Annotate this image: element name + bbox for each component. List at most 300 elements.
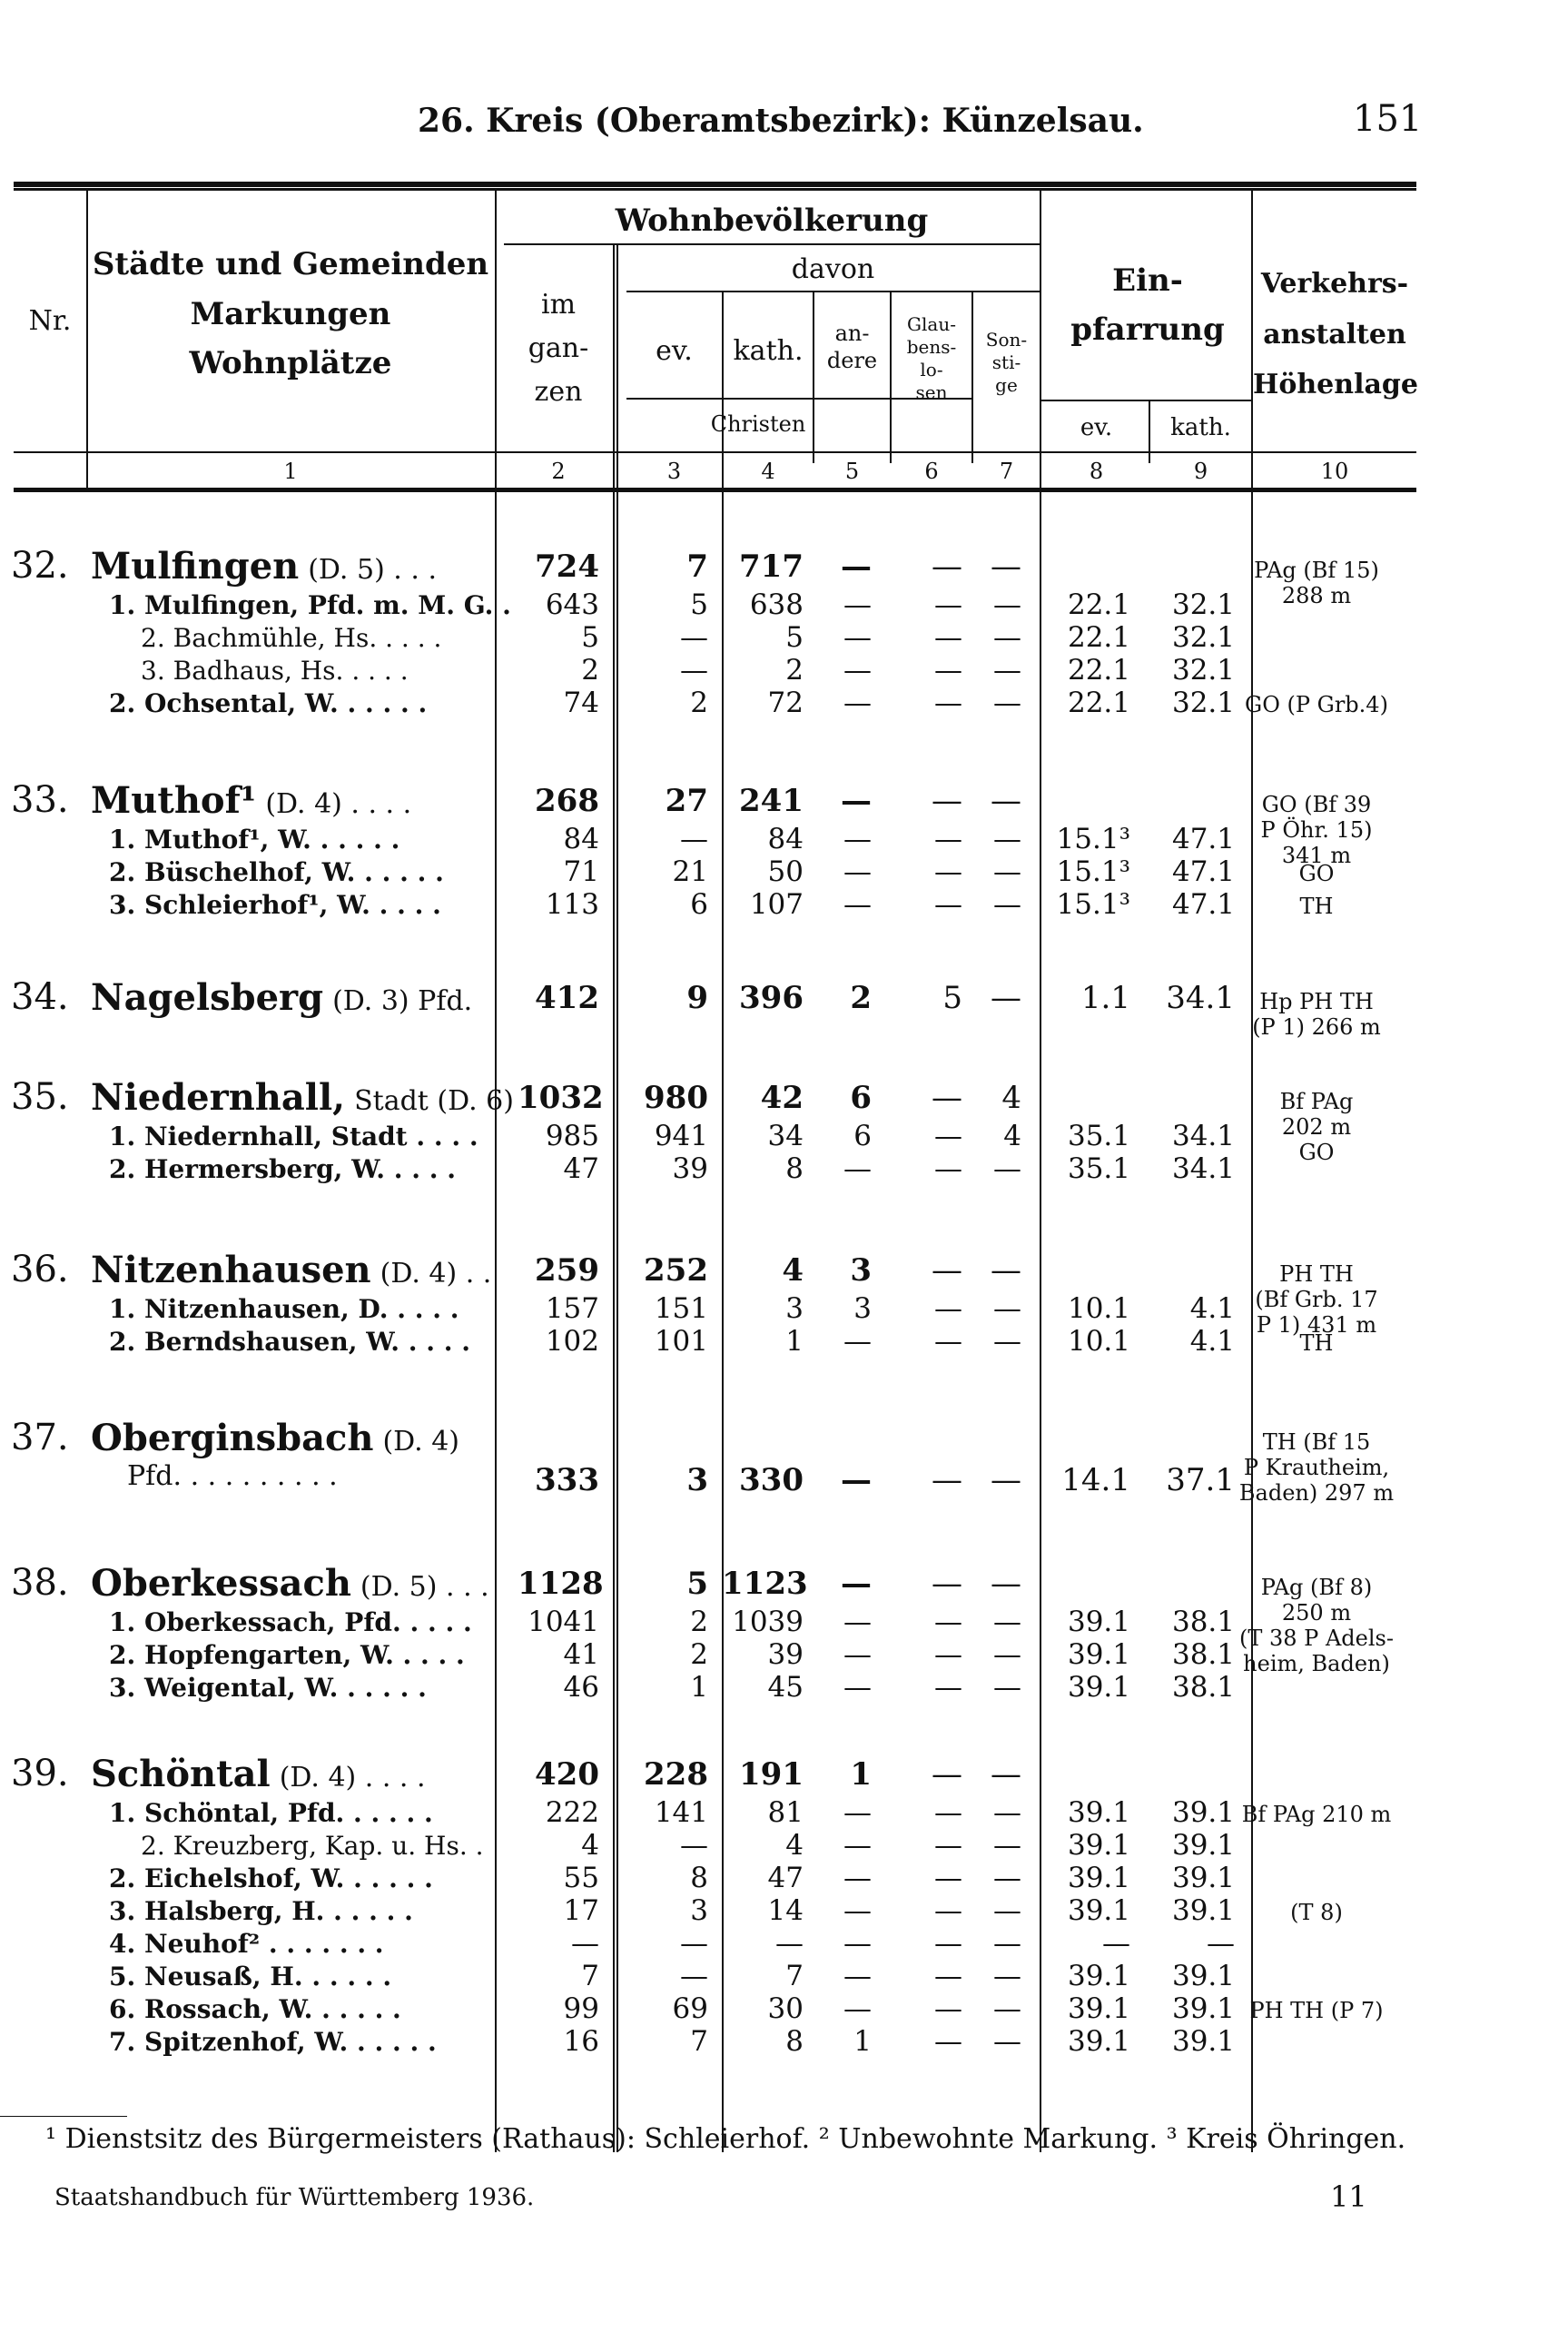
total-value: — xyxy=(841,1566,872,1602)
header-wohnbev: Wohnbevölkerung xyxy=(615,203,929,239)
row-value: 4 xyxy=(785,1829,804,1862)
header-im-ganzen-1: im xyxy=(540,289,577,321)
row-value: 21 xyxy=(672,855,708,888)
colnum-10: 10 xyxy=(1320,459,1349,484)
vline-total xyxy=(613,243,618,2152)
row-value: 15.1³ xyxy=(1056,823,1130,855)
row-verkehr: TH xyxy=(1299,1330,1334,1356)
row-value: 35.1 xyxy=(1067,1152,1130,1185)
row-name: 1. Niedernhall, Stadt . . . . xyxy=(109,1122,478,1151)
row-value: — xyxy=(775,1927,804,1960)
row-value: — xyxy=(843,1671,872,1704)
total-value: — xyxy=(991,1566,1021,1602)
header-im-ganzen xyxy=(504,283,613,414)
group-name xyxy=(91,976,472,1019)
row-value: 69 xyxy=(672,1992,708,2025)
colnum-9: 9 xyxy=(1193,459,1208,484)
row-name: 6. Rossach, W. . . . . . xyxy=(109,1994,401,2024)
verkehr-line: P 1) 431 m xyxy=(1256,1312,1377,1338)
group-name-suffix: (D. 3) Pfd. xyxy=(332,985,473,1017)
row-value: 39 xyxy=(767,1638,804,1671)
row-name: 1. Mulfingen, Pfd. m. M. G. . xyxy=(109,590,511,620)
row-value: 47.1 xyxy=(1171,855,1235,888)
verkehr-line: P Krautheim, xyxy=(1243,1455,1390,1480)
header-col1 xyxy=(91,245,490,383)
row-name: 2. Ochsental, W. . . . . . xyxy=(109,688,428,718)
group-name-suffix: (D. 4) . . . . xyxy=(279,1762,426,1794)
header-sonst-1: Son- xyxy=(985,329,1028,351)
header-andere-1: an- xyxy=(834,321,870,346)
row-value: 4 xyxy=(581,1829,599,1862)
row-name: 1. Nitzenhausen, D. . . . . xyxy=(109,1294,459,1324)
vline-einpf xyxy=(1251,191,1253,2152)
row-value: 30 xyxy=(767,1992,804,2025)
total-value: 268 xyxy=(535,783,599,819)
row-value: 8 xyxy=(690,1862,708,1894)
row-value: — xyxy=(843,1606,872,1638)
row-value: — xyxy=(993,2025,1021,2058)
verkehr-line: 250 m xyxy=(1281,1600,1352,1626)
verkehr-line: TH (Bf 15 xyxy=(1262,1429,1371,1455)
row-value: 41 xyxy=(563,1638,599,1671)
header-sonst-3: ge xyxy=(995,374,1018,396)
row-value: 5 xyxy=(785,621,804,654)
row-value: 32.1 xyxy=(1171,654,1235,687)
row-value: 22.1 xyxy=(1067,687,1130,719)
colnum-3: 3 xyxy=(666,459,682,484)
verkehr-line: PH TH xyxy=(1279,1261,1354,1287)
header-im-ganzen-2: gan- xyxy=(528,332,589,364)
row-value: — xyxy=(934,1927,962,1960)
row-value: — xyxy=(843,1960,872,1992)
group-name-text: Niedernhall, xyxy=(91,1076,346,1119)
row-value: — xyxy=(571,1927,599,1960)
group-number: 36. xyxy=(11,1249,69,1290)
total-value: 5 xyxy=(942,980,962,1016)
row-value: 1039 xyxy=(732,1606,804,1638)
davon-rule xyxy=(626,291,1040,292)
row-value: — xyxy=(843,654,872,687)
header-glaub-2: bens- xyxy=(906,336,957,358)
verkehr-line: PAg (Bf 8) xyxy=(1260,1575,1373,1600)
total-value: 3 xyxy=(686,1462,708,1498)
total-value: 330 xyxy=(739,1462,804,1498)
row-name: 2. Kreuzberg, Kap. u. Hs. . xyxy=(141,1831,484,1861)
row-value: 38.1 xyxy=(1171,1671,1235,1704)
row-value: 47.1 xyxy=(1171,823,1235,855)
row-value: 81 xyxy=(767,1796,804,1829)
total-value: — xyxy=(991,1756,1021,1793)
row-verkehr: (T 8) xyxy=(1290,1900,1343,1925)
total-value: 396 xyxy=(739,980,804,1016)
footnote-rule xyxy=(0,2116,127,2117)
row-value: — xyxy=(843,687,872,719)
row-value: 102 xyxy=(545,1325,599,1358)
row-value: — xyxy=(843,1829,872,1862)
row-value: — xyxy=(934,1671,962,1704)
header-nr: Nr. xyxy=(28,305,72,337)
row-value: 45 xyxy=(767,1671,804,1704)
row-value: 157 xyxy=(545,1292,599,1325)
row-value: 74 xyxy=(563,687,599,719)
row-value: — xyxy=(934,2025,962,2058)
total-value: 5 xyxy=(686,1566,708,1602)
total-value: 228 xyxy=(644,1756,708,1793)
total-value: — xyxy=(991,1462,1021,1498)
row-value: 2 xyxy=(690,1638,708,1671)
row-value: — xyxy=(1207,1927,1235,1960)
row-name: 3. Schleierhof¹, W. . . . . xyxy=(109,890,441,920)
row-name: 2. Eichelshof, W. . . . . . xyxy=(109,1863,433,1893)
verkehr-line: P Öhr. 15) xyxy=(1260,817,1373,843)
row-verkehr: GO xyxy=(1298,861,1335,886)
row-value: 7 xyxy=(581,1960,599,1992)
row-value: — xyxy=(843,621,872,654)
group-number: 38. xyxy=(11,1562,69,1604)
row-value: 2 xyxy=(690,1606,708,1638)
group-number: 33. xyxy=(11,779,69,821)
row-verkehr: TH xyxy=(1299,894,1334,919)
row-value: 17 xyxy=(563,1894,599,1927)
row-name: 1. Muthof¹, W. . . . . . xyxy=(109,825,400,855)
footer-signature: 11 xyxy=(1330,2179,1367,2214)
row-value: 47.1 xyxy=(1171,888,1235,921)
group-name xyxy=(91,545,437,588)
vline-name xyxy=(495,191,497,2152)
row-value: 15.1³ xyxy=(1056,888,1130,921)
total-value: — xyxy=(841,548,872,585)
row-value: — xyxy=(843,1325,872,1358)
colnum-8: 8 xyxy=(1089,459,1104,484)
verkehr-line: 341 m xyxy=(1281,843,1352,868)
row-value: 38.1 xyxy=(1171,1606,1235,1638)
row-value: 1041 xyxy=(528,1606,599,1638)
row-value: — xyxy=(934,823,962,855)
group-name xyxy=(91,1076,514,1119)
row-value: 32.1 xyxy=(1171,588,1235,621)
total-value: 4 xyxy=(1001,1080,1021,1116)
header-glaub-4: sen xyxy=(915,381,948,403)
group-number: 37. xyxy=(11,1417,69,1458)
page-number: 151 xyxy=(1353,98,1423,140)
row-name: 7. Spitzenhof, W. . . . . . xyxy=(109,2027,437,2057)
row-name: 2. Büschelhof, W. . . . . . xyxy=(109,857,444,887)
row-value: 6 xyxy=(853,1120,872,1152)
verkehr-line: Bf PAg xyxy=(1279,1089,1354,1114)
row-value: — xyxy=(843,855,872,888)
total-value: — xyxy=(991,980,1021,1016)
row-value: — xyxy=(843,823,872,855)
header-verkehr xyxy=(1253,259,1416,410)
row-value: 7 xyxy=(690,2025,708,2058)
row-name: 1. Oberkessach, Pfd. . . . . xyxy=(109,1607,472,1637)
row-value: 47 xyxy=(767,1862,804,1894)
group-name-suffix: (D. 5) . . . xyxy=(360,1571,489,1603)
row-value: 39.1 xyxy=(1171,1829,1235,1862)
group-name-text: Schöntal xyxy=(91,1753,271,1795)
row-value: — xyxy=(680,1829,708,1862)
header-glaubenslose xyxy=(892,313,971,404)
group-name xyxy=(91,1417,459,1459)
row-value: — xyxy=(934,855,962,888)
colnum-bottom-rule xyxy=(14,488,1416,492)
footer-source: Staatshandbuch für Württemberg 1936. xyxy=(54,2184,535,2211)
row-value: 5 xyxy=(581,621,599,654)
total-value: 252 xyxy=(644,1252,708,1289)
verkehr-line: 202 m xyxy=(1281,1114,1352,1140)
row-value: — xyxy=(993,1292,1021,1325)
verkehr-line: GO (Bf 39 xyxy=(1261,792,1372,817)
row-value: 71 xyxy=(563,855,599,888)
total-value: 9 xyxy=(686,980,708,1016)
group-name xyxy=(91,1562,489,1605)
row-name: 4. Neuhof² . . . . . . . xyxy=(109,1929,384,1959)
row-value: — xyxy=(934,687,962,719)
row-value: 941 xyxy=(654,1120,708,1152)
row-value: — xyxy=(993,1992,1021,2025)
row-value: — xyxy=(843,588,872,621)
verkehr-line: Baden) 297 m xyxy=(1238,1480,1395,1506)
header-andere-2: dere xyxy=(826,348,878,373)
row-value: 39.1 xyxy=(1067,1894,1130,1927)
total-value: 34.1 xyxy=(1166,980,1235,1016)
vline-nr xyxy=(86,191,88,490)
header-ein-kath: kath. xyxy=(1170,414,1231,441)
row-value: — xyxy=(843,1796,872,1829)
row-name: 3. Halsberg, H. . . . . . xyxy=(109,1896,413,1926)
header-einpf-1: Ein- xyxy=(1112,262,1183,299)
header-verkehr-1: Verkehrs- xyxy=(1260,268,1409,300)
total-value: 42 xyxy=(760,1080,804,1116)
row-value: 22.1 xyxy=(1067,654,1130,687)
row-value: 3 xyxy=(690,1894,708,1927)
row-value: — xyxy=(934,1960,962,1992)
row-value: — xyxy=(934,1862,962,1894)
total-value: 1.1 xyxy=(1080,980,1130,1016)
row-verkehr: PH TH (P 7) xyxy=(1249,1998,1384,2023)
header-einpf-2: pfarrung xyxy=(1070,311,1225,349)
total-value: 6 xyxy=(850,1080,872,1116)
row-value: 39.1 xyxy=(1067,1992,1130,2025)
row-value: — xyxy=(934,1120,962,1152)
header-glaub-3: lo- xyxy=(920,359,943,380)
running-head: 26. Kreis (Oberamtsbezirk): Künzelsau. xyxy=(418,102,1144,140)
total-value: 191 xyxy=(739,1756,804,1793)
group-number: 35. xyxy=(11,1076,69,1118)
verkehr-line: (T 38 P Adels- xyxy=(1239,1626,1394,1651)
row-value: 16 xyxy=(563,2025,599,2058)
total-value: — xyxy=(932,783,962,819)
row-value: 84 xyxy=(563,823,599,855)
row-value: 1 xyxy=(853,2025,872,2058)
total-value: — xyxy=(991,783,1021,819)
row-value: 84 xyxy=(767,823,804,855)
header-sonst-2: sti- xyxy=(991,351,1021,373)
row-value: 39.1 xyxy=(1067,1606,1130,1638)
verkehr-line: PAg (Bf 15) xyxy=(1254,558,1379,583)
verkehr-line: GO xyxy=(1298,1140,1335,1165)
row-name: 2. Berndshausen, W. . . . . xyxy=(109,1327,471,1357)
verkehr-line: 288 m xyxy=(1281,583,1352,608)
row-value: 101 xyxy=(654,1325,708,1358)
total-value: 420 xyxy=(535,1756,599,1793)
total-value: 259 xyxy=(535,1252,599,1289)
total-value: 1123 xyxy=(722,1566,808,1602)
row-value: 38.1 xyxy=(1171,1638,1235,1671)
row-value: 1 xyxy=(690,1671,708,1704)
row-value: 985 xyxy=(545,1120,599,1152)
colnum-1: 1 xyxy=(283,459,298,484)
group-name xyxy=(91,1249,491,1291)
verkehr-line: (Bf Grb. 17 xyxy=(1255,1287,1378,1312)
row-value: 22.1 xyxy=(1067,588,1130,621)
row-value: 39.1 xyxy=(1171,1862,1235,1894)
row-value: 22.1 xyxy=(1067,621,1130,654)
group-name-text: Nagelsberg xyxy=(91,976,324,1019)
header-col1-line3: Wohnplätze xyxy=(189,345,392,381)
row-value: — xyxy=(993,1960,1021,1992)
row-value: 50 xyxy=(767,855,804,888)
total-value: — xyxy=(991,1252,1021,1289)
row-value: — xyxy=(934,1292,962,1325)
row-name: 3. Badhaus, Hs. . . . . xyxy=(141,656,409,686)
row-value: — xyxy=(993,823,1021,855)
row-value: — xyxy=(843,1638,872,1671)
row-value: 47 xyxy=(563,1152,599,1185)
row-name: 3. Weigental, W. . . . . . xyxy=(109,1673,427,1703)
row-value: — xyxy=(993,1894,1021,1927)
row-value: 39.1 xyxy=(1171,1796,1235,1829)
row-value: 39.1 xyxy=(1067,1638,1130,1671)
total-value: 724 xyxy=(535,548,599,585)
row-value: — xyxy=(993,1796,1021,1829)
row-value: — xyxy=(993,621,1021,654)
total-value: 717 xyxy=(739,548,804,585)
row-value: — xyxy=(843,1894,872,1927)
row-value: — xyxy=(993,1927,1021,1960)
header-verkehr-3: Höhenlage xyxy=(1253,369,1418,400)
total-value: — xyxy=(932,1252,962,1289)
group-name xyxy=(91,1753,426,1795)
vline-sonst xyxy=(1040,191,1041,2152)
header-ev: ev. xyxy=(656,335,693,367)
total-value: 37.1 xyxy=(1166,1462,1235,1498)
row-name: 1. Schöntal, Pfd. . . . . . xyxy=(109,1798,433,1828)
row-value: — xyxy=(993,888,1021,921)
row-value: — xyxy=(934,1325,962,1358)
row-value: 34.1 xyxy=(1171,1120,1235,1152)
row-value: — xyxy=(934,621,962,654)
group-name-text: Mulfingen xyxy=(91,545,300,588)
row-value: 4.1 xyxy=(1189,1292,1235,1325)
row-value: — xyxy=(993,588,1021,621)
total-value: 1128 xyxy=(518,1566,604,1602)
colnum-4: 4 xyxy=(761,459,775,484)
row-value: 39.1 xyxy=(1067,1960,1130,1992)
row-value: 3 xyxy=(785,1292,804,1325)
row-value: 10.1 xyxy=(1067,1325,1130,1358)
row-value: 3 xyxy=(853,1292,872,1325)
row-value: — xyxy=(934,1606,962,1638)
total-value: — xyxy=(932,1462,962,1498)
verkehr-line: (P 1) 266 m xyxy=(1252,1014,1381,1040)
row-value: 32.1 xyxy=(1171,687,1235,719)
row-value: 8 xyxy=(785,1152,804,1185)
row-value: 39.1 xyxy=(1171,1960,1235,1992)
row-value: — xyxy=(993,1638,1021,1671)
row-value: 222 xyxy=(545,1796,599,1829)
row-value: 55 xyxy=(563,1862,599,1894)
verkehr-line: heim, Baden) xyxy=(1243,1651,1390,1676)
row-value: 39.1 xyxy=(1171,2025,1235,2058)
row-value: 39 xyxy=(672,1152,708,1185)
total-value: 241 xyxy=(739,783,804,819)
total-value: 980 xyxy=(644,1080,708,1116)
row-value: 46 xyxy=(563,1671,599,1704)
row-value: 113 xyxy=(545,888,599,921)
group-name-line2: Pfd. . . . . . . . . . xyxy=(127,1460,338,1492)
row-value: — xyxy=(993,1152,1021,1185)
group-name-text: Oberginsbach xyxy=(91,1417,374,1459)
row-value: 39.1 xyxy=(1067,1829,1130,1862)
header-sonstige xyxy=(973,329,1040,397)
header-kath: kath. xyxy=(733,335,804,367)
verkehr-line: Hp PH TH xyxy=(1259,989,1374,1014)
total-value: — xyxy=(841,1462,872,1498)
row-value: 39.1 xyxy=(1067,1796,1130,1829)
row-value: 34.1 xyxy=(1171,1152,1235,1185)
row-value: 39.1 xyxy=(1171,1992,1235,2025)
header-christen: Christen xyxy=(710,411,806,437)
row-name: 5. Neusaß, H. . . . . . xyxy=(109,1962,392,1991)
group-number: 34. xyxy=(11,976,69,1018)
row-value: — xyxy=(934,1992,962,2025)
colnum-5: 5 xyxy=(844,459,860,484)
header-andere xyxy=(814,320,890,374)
total-value: 333 xyxy=(535,1462,599,1498)
row-value: 15.1³ xyxy=(1056,855,1130,888)
row-value: — xyxy=(934,1638,962,1671)
row-name: 2. Bachmühle, Hs. . . . . xyxy=(141,623,442,653)
row-value: — xyxy=(934,588,962,621)
row-value: 35.1 xyxy=(1067,1120,1130,1152)
row-value: — xyxy=(993,1325,1021,1358)
row-value: 6 xyxy=(690,888,708,921)
row-value: — xyxy=(843,1862,872,1894)
group-name-suffix: (D. 5) . . . xyxy=(308,554,437,586)
row-value: — xyxy=(934,654,962,687)
row-value: — xyxy=(680,1927,708,1960)
row-value: — xyxy=(843,1927,872,1960)
total-value: — xyxy=(932,548,962,585)
row-value: — xyxy=(680,654,708,687)
group-name-suffix: (D. 4) . . xyxy=(380,1258,492,1290)
total-value: 27 xyxy=(665,783,708,819)
total-value: 412 xyxy=(535,980,599,1016)
row-value: — xyxy=(843,1152,872,1185)
row-value: 39.1 xyxy=(1067,1862,1130,1894)
group-name-text: Oberkessach xyxy=(91,1562,351,1605)
row-value: — xyxy=(993,1671,1021,1704)
wohnbev-rule xyxy=(504,243,1040,245)
group-name-text: Muthof¹ xyxy=(91,779,257,822)
header-verkehr-2: anstalten xyxy=(1263,318,1406,351)
row-value: 643 xyxy=(545,588,599,621)
row-value: 638 xyxy=(749,588,804,621)
group-name-suffix: Stadt (D. 6) xyxy=(354,1085,514,1117)
row-value: — xyxy=(934,1894,962,1927)
group-name-suffix: (D. 4) xyxy=(382,1426,459,1458)
